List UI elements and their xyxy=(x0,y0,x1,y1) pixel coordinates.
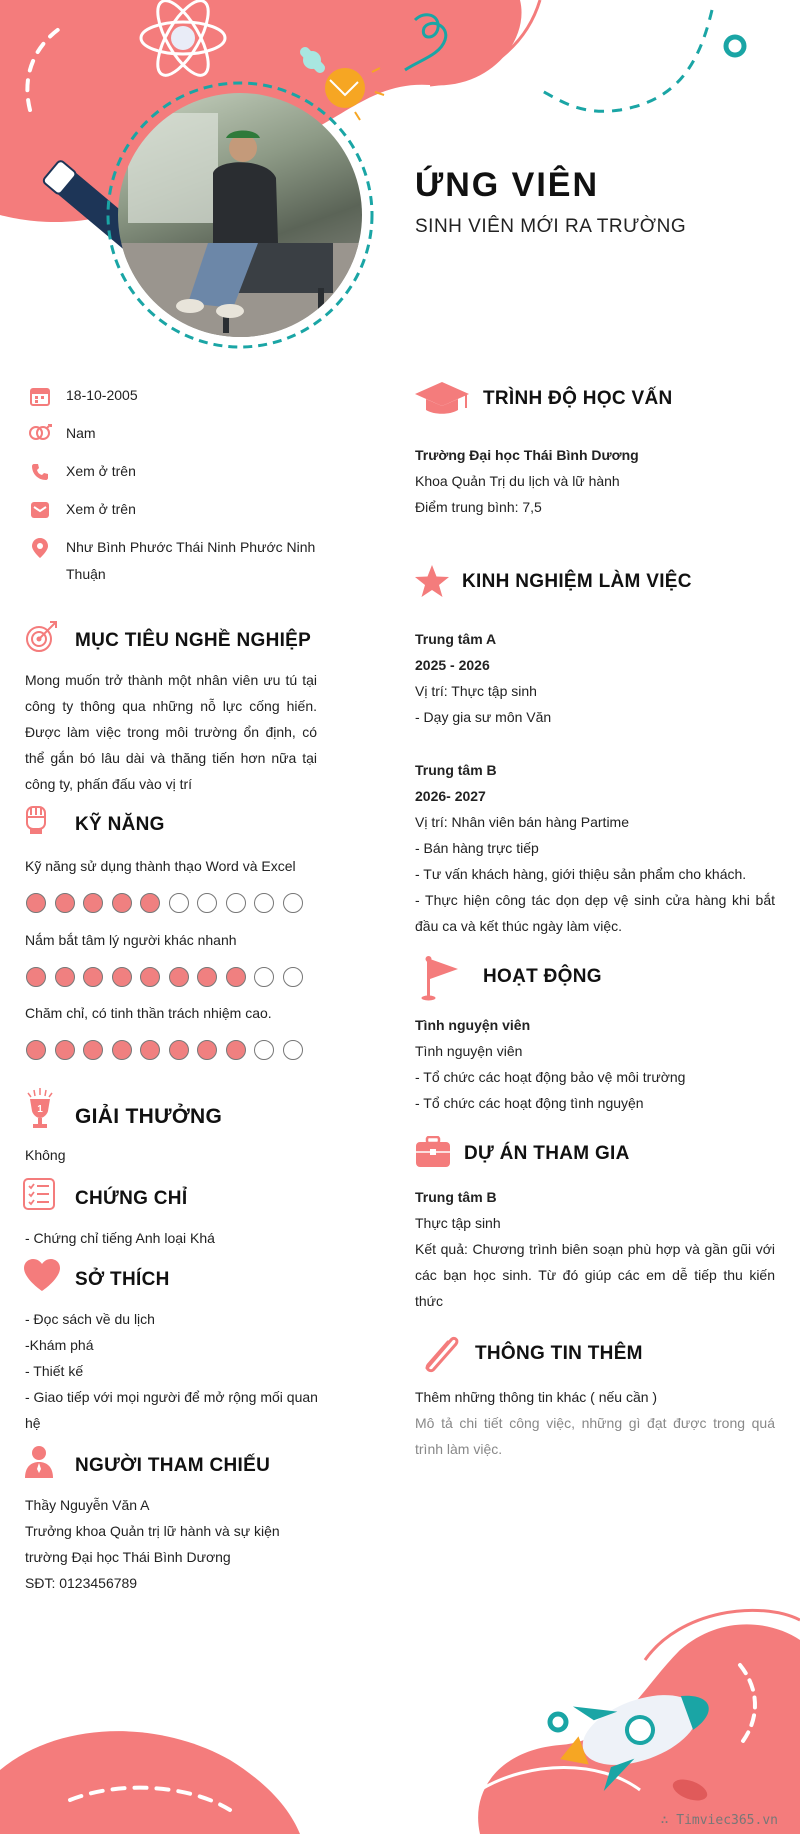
rating-dot-empty xyxy=(226,893,246,913)
rating-dot-filled xyxy=(112,967,132,987)
project-role: Thực tập sinh xyxy=(415,1215,501,1231)
rating-dot-filled xyxy=(140,893,160,913)
rating-dot-filled xyxy=(55,967,75,987)
rating-dot-empty xyxy=(169,893,189,913)
phone-icon xyxy=(28,460,52,484)
additional-block xyxy=(415,1384,775,1462)
activity-line: - Tổ chức các hoạt động tình nguyện xyxy=(415,1095,644,1111)
heart-icon xyxy=(23,1258,61,1297)
flag-icon xyxy=(420,955,460,1006)
reference-name: Thầy Nguyễn Văn A xyxy=(25,1497,150,1513)
target-icon xyxy=(24,620,58,659)
briefcase-icon xyxy=(415,1136,451,1173)
rating-dot-filled xyxy=(26,1040,46,1060)
reference-position: Trưởng khoa Quản trị lữ hành và sự kiện trường Đại học Thái Bình Dương xyxy=(25,1523,280,1565)
rating-dot-filled xyxy=(197,1040,217,1060)
experience-title: KINH NGHIỆM LÀM VIỆC xyxy=(462,571,692,592)
rating-dot-filled xyxy=(112,893,132,913)
dashed-curve-right xyxy=(540,10,712,111)
hobby-item: - Đọc sách về du lịch xyxy=(25,1311,155,1327)
skills-title: KỸ NĂNG xyxy=(75,814,165,835)
rating-dot-filled xyxy=(26,967,46,987)
project-result: Kết quả: Chương trình biên soạn phù hợp và gần gũi với các bạn học sinh. Từ đó giúp các em dễ tiếp thu kiến thức xyxy=(415,1241,775,1309)
certificates-title: CHỨNG CHỈ xyxy=(75,1188,188,1209)
reference-phone: SĐT: 0123456789 xyxy=(25,1575,138,1591)
email-icon xyxy=(28,498,52,522)
contact-address xyxy=(28,534,338,588)
career-goal-title: MỤC TIÊU NGHỀ NGHIỆP xyxy=(75,630,312,651)
additional-line-1: Thêm những thông tin khác ( nếu cần ) xyxy=(415,1389,658,1405)
projects-title: DỰ ÁN THAM GIA xyxy=(464,1143,630,1164)
awards-text: Không xyxy=(25,1147,66,1163)
calendar-icon xyxy=(28,384,52,408)
skill-2-rating xyxy=(26,967,303,987)
rating-dot-filled xyxy=(83,967,103,987)
contact-gender-value: Nam xyxy=(66,425,96,441)
additional-line-2: Mô tả chi tiết công việc, những gì đạt được trong quá trình làm việc. xyxy=(415,1415,775,1457)
education-title: TRÌNH ĐỘ HỌC VẤN xyxy=(483,388,673,409)
candidate-name: ỨNG VIÊN xyxy=(415,166,600,204)
experience-job-1 xyxy=(415,626,775,730)
contact-email-value: Xem ở trên xyxy=(66,501,136,517)
references-title: NGƯỜI THAM CHIẾU xyxy=(75,1455,271,1476)
skill-3-label: Chăm chỉ, có tinh thần trách nhiệm cao. xyxy=(25,1005,272,1021)
education-block xyxy=(415,442,775,520)
rating-dot-filled xyxy=(169,1040,189,1060)
project-name: Trung tâm B xyxy=(415,1189,497,1205)
rating-dot-filled xyxy=(197,967,217,987)
rating-dot-empty xyxy=(254,893,274,913)
rating-dot-filled xyxy=(169,967,189,987)
activity-line: - Tổ chức các hoạt động bảo vệ môi trường xyxy=(415,1069,686,1085)
activity-org: Tình nguyện viên xyxy=(415,1017,531,1033)
location-pin-icon xyxy=(28,536,52,560)
gender-icon xyxy=(28,422,52,446)
skill-3-rating xyxy=(26,1040,303,1060)
rating-dot-filled xyxy=(112,1040,132,1060)
job-line: - Dạy gia sư môn Văn xyxy=(415,709,552,725)
skill-2-label: Nắm bắt tâm lý người khác nhanh xyxy=(25,932,237,948)
job-period: 2025 - 2026 xyxy=(415,657,490,673)
education-faculty: Khoa Quản Trị du lịch và lữ hành xyxy=(415,473,620,489)
teal-ring xyxy=(726,37,744,55)
rating-dot-empty xyxy=(283,967,303,987)
skill-1-rating xyxy=(26,893,303,913)
career-goal-text: Mong muốn trở thành một nhân viên ưu tú tại công ty thông qua những nỗ lực cống hiến. Được làm việc trong môi trường ổn định, có thể gắn bó lâu dài và thăng tiến hơn nữa tại công ty, phấn đấu vào vị trí xyxy=(25,672,317,792)
hobby-item: - Thiết kế xyxy=(25,1363,84,1379)
rating-dot-filled xyxy=(83,893,103,913)
svg-text:1: 1 xyxy=(37,1104,43,1115)
job-company: Trung tâm B xyxy=(415,762,497,778)
rating-dot-empty xyxy=(283,1040,303,1060)
contact-dob xyxy=(28,382,338,409)
rating-dot-empty xyxy=(254,967,274,987)
job-period: 2026- 2027 xyxy=(415,788,486,804)
education-school: Trường Đại học Thái Bình Dương xyxy=(415,447,639,463)
awards-title: GIẢI THƯỞNG xyxy=(75,1105,223,1128)
hobby-item: -Khám phá xyxy=(25,1337,94,1353)
fist-icon xyxy=(24,803,48,840)
rating-dot-filled xyxy=(226,967,246,987)
rating-dot-filled xyxy=(140,967,160,987)
hobbies-title: SỞ THÍCH xyxy=(75,1269,170,1290)
rating-dot-filled xyxy=(226,1040,246,1060)
contact-email xyxy=(28,496,338,523)
references-block xyxy=(25,1492,325,1596)
rating-dot-empty xyxy=(254,1040,274,1060)
activities-block xyxy=(415,1012,775,1116)
skill-1-label: Kỹ năng sử dụng thành thạo Word và Excel xyxy=(25,858,296,874)
job-company: Trung tâm A xyxy=(415,631,497,647)
additional-title: THÔNG TIN THÊM xyxy=(475,1343,643,1364)
job-line: Vị trí: Thực tập sinh xyxy=(415,683,537,699)
hobbies-list xyxy=(25,1306,325,1436)
rating-dot-filled xyxy=(140,1040,160,1060)
certificates-text: - Chứng chỉ tiếng Anh loại Khá xyxy=(25,1230,215,1246)
rating-dot-filled xyxy=(55,893,75,913)
rating-dot-filled xyxy=(83,1040,103,1060)
job-line: - Bán hàng trực tiếp xyxy=(415,840,539,856)
candidate-subtitle: SINH VIÊN MỚI RA TRƯỜNG xyxy=(415,216,687,237)
rating-dot-empty xyxy=(197,893,217,913)
bottom-left-blob xyxy=(0,1731,300,1834)
activity-line: Tình nguyện viên xyxy=(415,1043,523,1059)
rating-dot-empty xyxy=(283,893,303,913)
watermark: ∴ Timviec365.vn xyxy=(660,1813,778,1828)
rating-dot-filled xyxy=(55,1040,75,1060)
avatar xyxy=(118,93,362,337)
job-line: - Thực hiện công tác dọn dẹp vệ sinh cửa hàng khi bắt đầu ca và kết thúc ngày làm việc. xyxy=(415,892,775,934)
person-icon xyxy=(24,1445,54,1484)
contact-phone xyxy=(28,458,338,485)
education-gpa: Điểm trung bình: 7,5 xyxy=(415,499,542,515)
paperclip-icon xyxy=(417,1332,461,1379)
rating-dot-filled xyxy=(26,893,46,913)
job-line: Vị trí: Nhân viên bán hàng Partime xyxy=(415,814,630,830)
graduation-cap-icon xyxy=(414,380,470,421)
trophy-icon xyxy=(22,1087,58,1134)
projects-block xyxy=(415,1184,775,1314)
teal-dot-bottom xyxy=(550,1714,566,1730)
job-line: - Tư vấn khách hàng, giới thiệu sản phẩm cho khách. xyxy=(415,866,747,882)
contact-dob-value: 18-10-2005 xyxy=(66,387,138,403)
contact-gender xyxy=(28,420,338,447)
checklist-icon xyxy=(23,1178,55,1215)
star-icon xyxy=(414,564,450,603)
contact-phone-value: Xem ở trên xyxy=(66,463,136,479)
contact-address-value: Như Bình Phước Thái Ninh Phước Ninh Thuận xyxy=(66,539,316,582)
hobby-item: - Giao tiếp với mọi người để mở rộng mối quan hệ xyxy=(25,1389,318,1431)
experience-job-2 xyxy=(415,757,775,939)
activities-title: HOẠT ĐỘNG xyxy=(483,966,602,987)
